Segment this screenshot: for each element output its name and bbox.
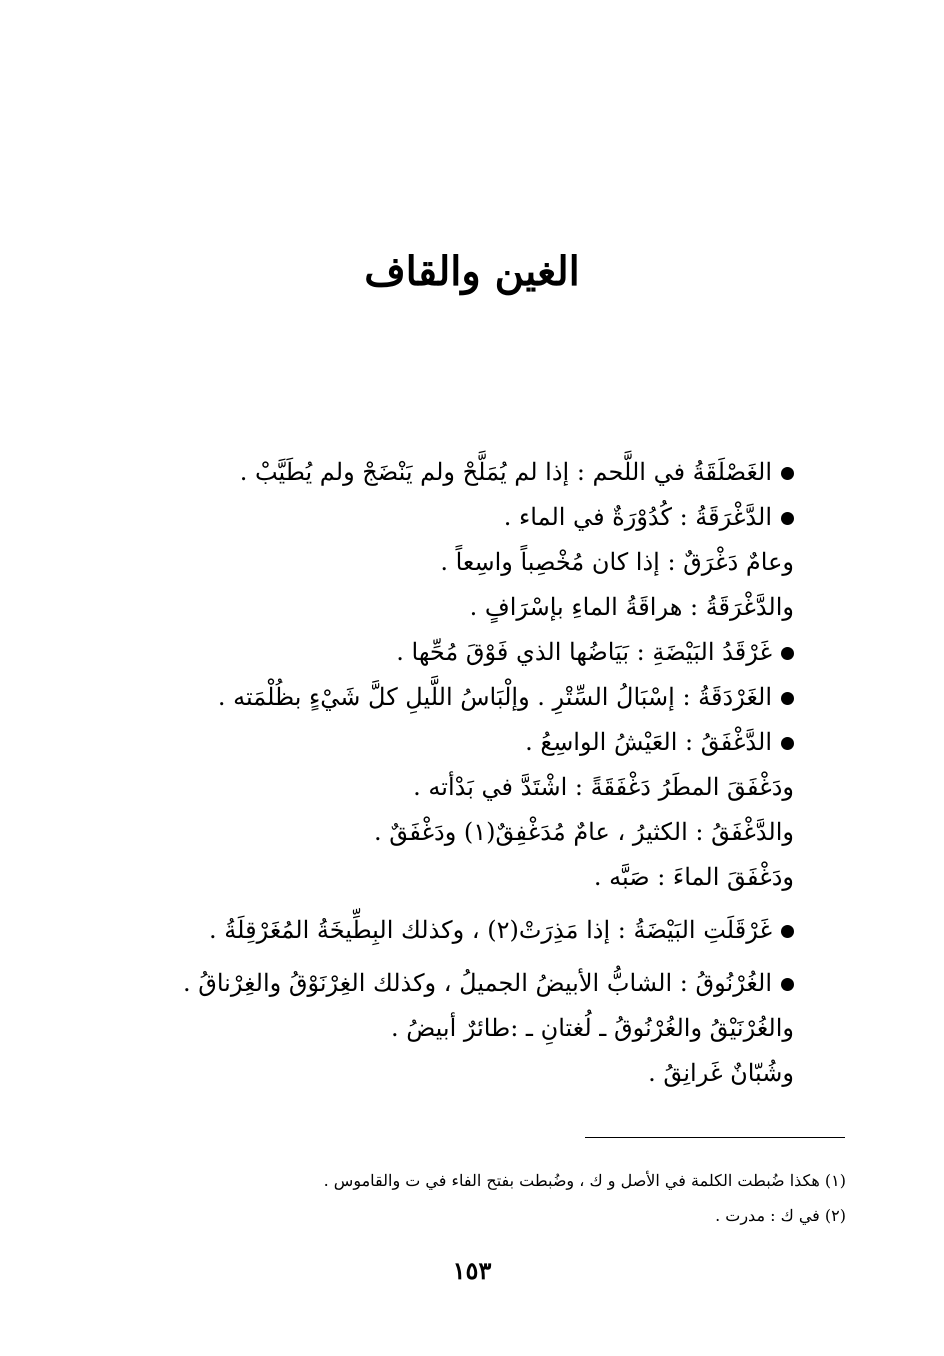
entry-line [94,450,794,495]
entry-text: غَرْقَدُ البَيْضَةِ : بَيَاضُها الذي فَوْقَ مُحِّها . [396,638,772,666]
entry-line [94,908,794,953]
entry-text: والدَّغْرَقَةُ : هراقَةُ الماءِ بإسْرَافٍ . [469,593,794,621]
bullet-icon [781,692,794,705]
bullet-icon [781,512,794,525]
entry-line [94,765,794,810]
entry-text: الغَصْلَقَةُ في اللَّحم : إذا لم يُمَلَّحْ ولم يَنْضَجْ ولم يُطَيَّبْ . [239,458,772,486]
entry-text: الغَرْدَقَةُ : إسْبَالُ السِّتْرِ . وإلْبَاسُ اللَّيلِ كلَّ شَيْءٍ بظُلْمَته . [217,683,772,711]
entry-line [94,961,794,1006]
entry-line [94,585,794,630]
footnote-1: (١) هكذا ضُبطت الكلمة في الأصل و ك ، وضُبطت بفتح الفاء في ت والقاموس . [323,1171,846,1190]
entry-line [94,855,794,900]
footnote-2: (٢) في ك : مدرت . [715,1206,846,1225]
entry-text: ودَغْفَقَ الماءَ : صَبَّه . [593,863,794,891]
bullet-icon [781,925,794,938]
footnotes [86,1163,846,1233]
entry-line [94,1051,794,1096]
entry-text: وعامٌ دَغْرَقٌ : إذا كان مُخْصِباً واسِعاً . [440,548,794,576]
entry-text: والغُرْنَيْقُ والغُرْنُوقُ ـ لُغتانِ ـ :طائرٌ أبيضُ . [391,1014,794,1042]
page-number: ١٥٣ [452,1256,492,1285]
entry-line [94,810,794,855]
entry-line [94,630,794,675]
bullet-icon [781,647,794,660]
entry-text: الدَّغْرَقَةُ : كُدُوْرَةٌ في الماء . [503,503,772,531]
bullet-icon [781,978,794,991]
entry-text: الغُرْنُوقُ : الشابُّ الأبيضُ الجميلُ ، وكذلك الغِرْنَوْقُ والغِرْناقُ . [182,969,772,997]
entry-line [94,675,794,720]
entry-text: ودَغْفَقَ المطَرُ دَغْفَقَةً : اشْتَدَّ في بَدْأته . [413,773,794,801]
entry-line [94,720,794,765]
entry-line [94,1006,794,1051]
bullet-icon [781,467,794,480]
entry-line [94,495,794,540]
entry-text: والدَّغْفَقُ : الكثيرُ ، عامٌ مُدَغْفِقٌ(١) ودَغْفَقٌ . [374,818,794,846]
dictionary-entries [94,450,794,1096]
entry-text: الدَّغْفَقُ : العَيْشُ الواسِعُ . [525,728,772,756]
entry-text: وشُبّانٌ غَرانِقُ . [648,1059,794,1087]
bullet-icon [781,737,794,750]
entry-line [94,540,794,585]
entry-text: غَرْقَلَتِ البَيْضَةُ : إذا مَذِرَتْ(٢) ، وكذلك البِطِّيخَةُ المُغَرْقِلَةُ . [209,916,772,944]
footnote-separator [585,1137,845,1138]
page-title: الغين والقاف [364,248,580,295]
